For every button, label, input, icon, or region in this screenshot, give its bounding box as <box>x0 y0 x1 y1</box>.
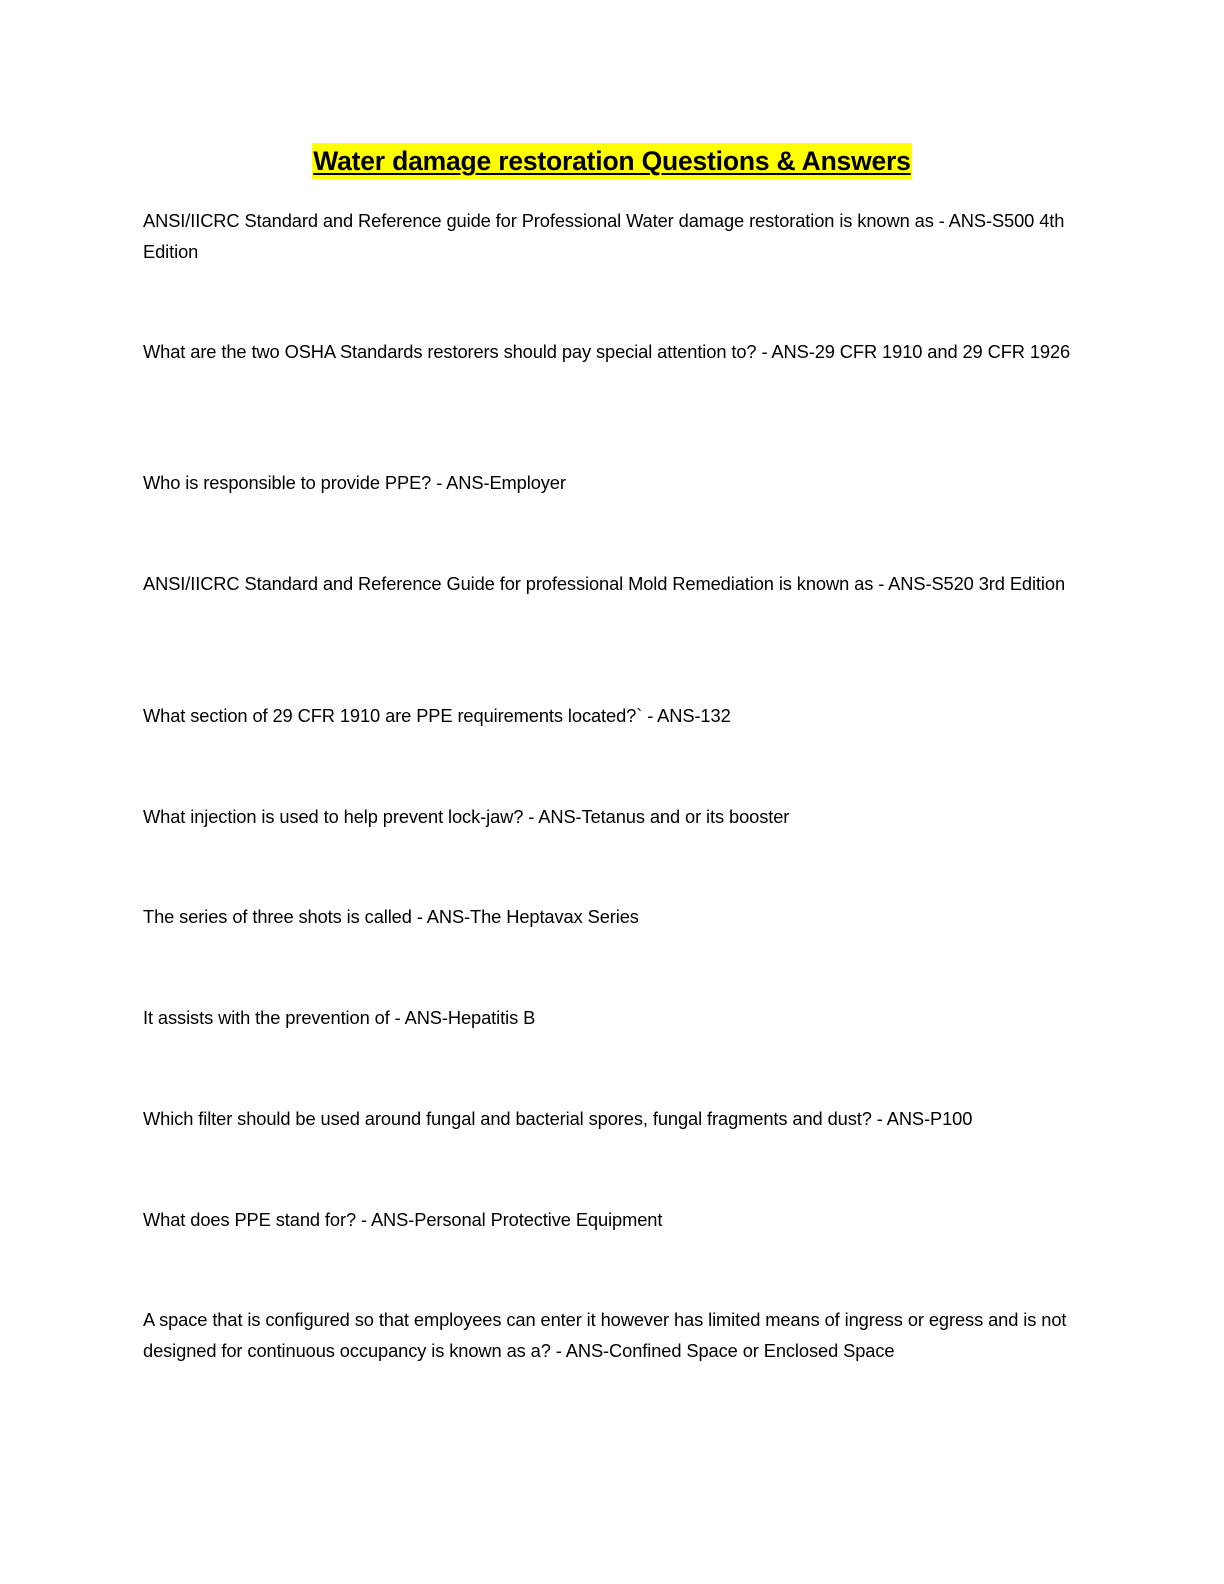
qa-item: What are the two OSHA Standards restorers should pay special attention to? - ANS-29 CFR 1910 and 29 CFR 1926 <box>143 341 1071 362</box>
qa-item: Which filter should be used around fungal and bacterial spores, fungal fragments and dust? - ANS-P100 <box>143 1108 973 1129</box>
title-container <box>0 143 1224 179</box>
qa-item: ANSI/IICRC Standard and Reference guide for Professional Water damage restoration is known as - ANS-S500 4th Edition <box>143 210 1065 262</box>
qa-item: What does PPE stand for? - ANS-Personal Protective Equipment <box>143 1209 663 1230</box>
qa-item: A space that is configured so that employees can enter it however has limited means of ingress or egress and is not designed for continuous occupancy is known as a? - ANS-Confined Space or Enclosed Space <box>143 1309 1067 1361</box>
qa-item: What section of 29 CFR 1910 are PPE requirements located?` - ANS-132 <box>143 705 731 726</box>
document-title: Water damage restoration Questions & Answers <box>312 143 911 179</box>
qa-item: It assists with the prevention of - ANS-Hepatitis B <box>143 1007 536 1028</box>
qa-item: ANSI/IICRC Standard and Reference Guide for professional Mold Remediation is known as - ANS-S520 3rd Edition <box>143 573 1066 594</box>
qa-item: What injection is used to help prevent lock-jaw? - ANS-Tetanus and or its booster <box>143 806 790 827</box>
qa-item: Who is responsible to provide PPE? - ANS-Employer <box>143 472 566 493</box>
qa-list <box>143 205 1078 1361</box>
qa-item: The series of three shots is called - ANS-The Heptavax Series <box>143 906 639 927</box>
